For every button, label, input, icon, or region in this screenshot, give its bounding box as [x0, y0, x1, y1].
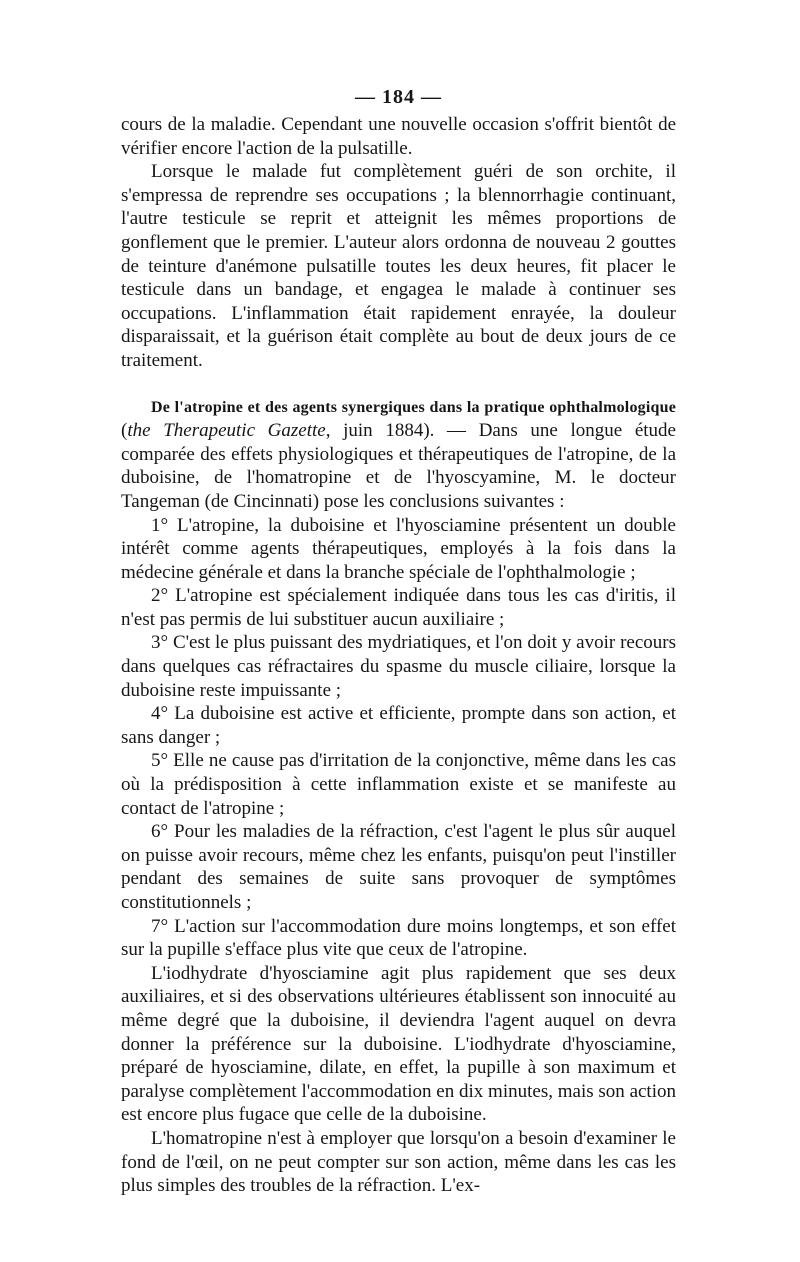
conclusion-item: 1° L'atropine, la duboisine et l'hyosciamine présentent un double intérêt comme agents thérapeutiques, employés à la fois dans la médecine générale et dans la branche spéciale de l'ophthalmologie ;	[121, 514, 676, 583]
section-heading-paragraph	[121, 395, 676, 514]
section-intro: Dans une longue étude comparée des effets physiologiques et thérapeutiques de l'atropine, de la duboisine, de l'homatropine et de l'hyoscyamine, M. le docteur Tangeman (de Cincinnati) pose les conclusions suivantes :	[121, 420, 676, 512]
conclusion-item: 3° C'est le plus puissant des mydriatiques, et l'on doit y avoir recours dans quelques cas réfractaires du spasme du muscle ciliaire, lorsque la duboisine reste impuissante ;	[121, 632, 676, 701]
section-title: De l'atropine et des agents synergiques dans la pratique ophthalmologique	[151, 398, 676, 416]
source-journal: the Therapeutic Gazette	[127, 420, 326, 442]
section-gap	[121, 373, 676, 395]
paragraph-orchitis-treatment: Lorsque le malade fut complètement guéri de son orchite, il s'empressa de reprendre ses occupations ; la blennorrhagie continuant, l'autre testicule se reprit et atteignit les mêmes proportions de gonflement que le premier. L'auteur alors ordonna de nouveau 2 gouttes de teinture d'anémone pulsatille toutes les deux heures, fit placer le testicule dans un bandage, et engagea le malade à continuer ses occupations. L'inflammation était rapidement enrayée, la douleur disparaissait, et la guérison était complète au bout de deux jours de ce traitement.	[121, 161, 676, 371]
conclusion-item: 2° L'atropine est spécialement indiquée dans tous les cas d'iritis, il n'est pas permis de lui substituer aucun auxiliaire ;	[121, 585, 676, 630]
conclusion-item: 6° Pour les maladies de la réfraction, c'est l'agent le plus sûr auquel on puisse avoir recours, même chez les enfants, puisqu'on peut l'instiller pendant des semaines de suite sans provoquer de symptômes constitutionnels ;	[121, 821, 676, 913]
book-page	[121, 86, 676, 1198]
paragraph-iodhydrate: L'iodhydrate d'hyosciamine agit plus rapidement que ses deux auxiliaires, et si des observations ultérieures établissent son innocuité au même degré que la duboisine, il deviendra l'agent auquel on devra donner la préférence sur la duboisine. L'iodhydrate d'hyosciamine, préparé de hyosciamine, dilate, en effet, la pupille à son maximum et paralyse complètement l'accommodation en dix minutes, mais son action est encore plus fugace que celle de la duboisine.	[121, 962, 676, 1126]
conclusion-item: 7° L'action sur l'accommodation dure moins longtemps, et son effet sur la pupille s'efface plus vite que ceux de l'atropine.	[121, 915, 676, 961]
conclusion-item: 4° La duboisine est active et efficiente, prompte dans son action, et sans danger ;	[121, 703, 676, 748]
paragraph-continuation: cours de la maladie. Cependant une nouvelle occasion s'offrit bientôt de vérifier encore l'action de la pulsatille.	[121, 114, 676, 159]
conclusion-item: 5° Elle ne cause pas d'irritation de la conjonctive, même dans les cas où la prédisposition à cette inflammation existe et se manifeste au contact de l'atropine ;	[121, 750, 676, 819]
source-date: , juin 1884). —	[325, 420, 467, 442]
section-source	[121, 420, 466, 441]
source-open-paren: (	[121, 420, 128, 442]
paragraph-homatropine: L'homatropine n'est à employer que lorsqu'on a besoin d'examiner le fond de l'œil, on ne peut compter sur son action, même dans les cas les plus simples des troubles de la réfraction. L'ex-	[121, 1127, 676, 1197]
page-number: — 184 —	[355, 86, 442, 108]
